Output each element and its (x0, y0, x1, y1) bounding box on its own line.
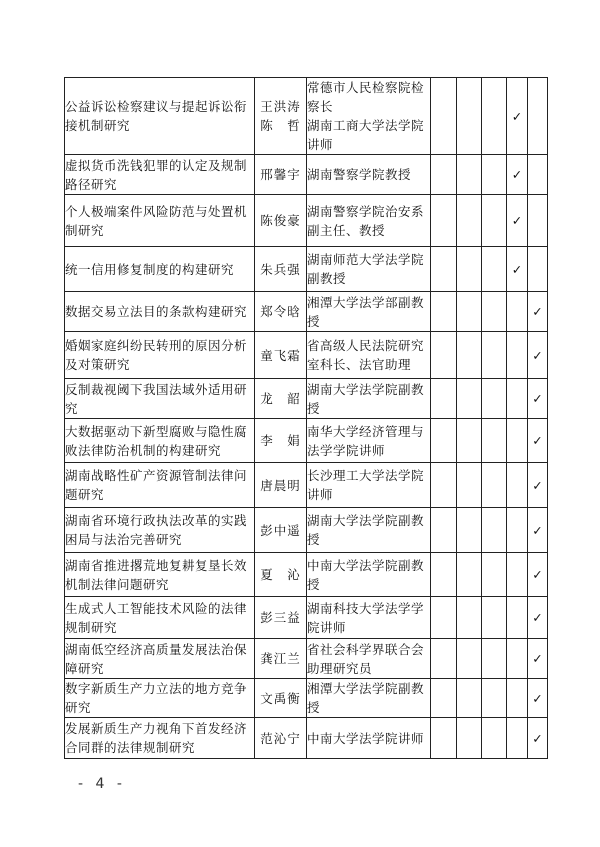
table-row (65, 195, 548, 247)
category-mark (457, 155, 482, 195)
category-mark (482, 332, 507, 379)
project-lead (255, 195, 307, 247)
table-row (65, 597, 548, 639)
project-title: 湖南低空经济高质量发展法治保障研究 (65, 639, 255, 679)
lead-name: 朱兵强 (260, 261, 301, 277)
project-lead (255, 463, 307, 508)
category-mark (507, 332, 528, 379)
category-mark (507, 508, 528, 553)
category-mark: ✓ (528, 332, 548, 379)
project-title: 生成式人工智能技术风险的法律规制研究 (65, 597, 255, 639)
lead-unit: 南华大学经济管理与法学学院讲师 (307, 419, 431, 463)
table-row (65, 155, 548, 195)
category-mark (457, 379, 482, 419)
project-lead (255, 247, 307, 292)
project-title: 反制裁视阈下我国法域外适用研究 (65, 379, 255, 419)
category-mark: ✓ (528, 639, 548, 679)
category-mark (457, 718, 482, 759)
lead-unit: 省社会科学界联合会助理研究员 (307, 639, 431, 679)
category-mark (431, 78, 457, 155)
page-number: - 4 - (78, 776, 126, 792)
category-mark (507, 379, 528, 419)
category-mark (431, 247, 457, 292)
category-mark: ✓ (528, 463, 548, 508)
lead-unit: 湖南警察学院治安系副主任、教授 (307, 195, 431, 247)
category-mark (528, 78, 548, 155)
lead-name: 王洪涛 (260, 99, 301, 114)
project-title: 发展新质生产力视角下首发经济合同群的法律规制研究 (65, 718, 255, 759)
lead-unit: 湖南师范大学法学院副教授 (307, 247, 431, 292)
category-mark (528, 155, 548, 195)
lead-unit: 中南大学法学院讲师 (307, 718, 431, 759)
lead-unit: 省高级人民法院研究室科长、法官助理 (307, 332, 431, 379)
category-mark (482, 639, 507, 679)
project-lead (255, 155, 307, 195)
category-mark (457, 639, 482, 679)
category-mark (482, 463, 507, 508)
table-row (65, 718, 548, 759)
project-title: 统一信用修复制度的构建研究 (65, 247, 255, 292)
lead-unit: 中南大学法学院副教授 (307, 553, 431, 597)
project-lead (255, 553, 307, 597)
lead-unit: 湖南大学法学院副教授 (307, 379, 431, 419)
lead-name: 夏 沁 (260, 567, 301, 582)
category-mark (431, 553, 457, 597)
category-mark: ✓ (507, 78, 528, 155)
category-mark (457, 247, 482, 292)
project-title: 数据交易立法目的条款构建研究 (65, 292, 255, 332)
category-mark (431, 639, 457, 679)
project-title: 湖南省推进撂荒地复耕复垦长效机制法律问题研究 (65, 553, 255, 597)
category-mark (431, 679, 457, 718)
project-table (64, 77, 548, 759)
category-mark: ✓ (528, 597, 548, 639)
table-row (65, 419, 548, 463)
category-mark (457, 195, 482, 247)
category-mark (431, 332, 457, 379)
category-mark (482, 679, 507, 718)
category-mark (507, 463, 528, 508)
category-mark (528, 195, 548, 247)
lead-name: 唐晨明 (260, 477, 301, 493)
lead-name: 彭三益 (260, 610, 301, 625)
project-title: 数字新质生产力立法的地方竞争研究 (65, 679, 255, 718)
category-mark: ✓ (528, 379, 548, 419)
project-title: 湖南战略性矿产资源管制法律问题研究 (65, 463, 255, 508)
category-mark (482, 508, 507, 553)
table-row (65, 639, 548, 679)
category-mark (507, 679, 528, 718)
table-row (65, 292, 548, 332)
category-mark (507, 553, 528, 597)
lead-name: 文禹衡 (260, 690, 301, 706)
category-mark (431, 155, 457, 195)
category-mark (457, 292, 482, 332)
category-mark (457, 332, 482, 379)
category-mark (482, 247, 507, 292)
lead-unit: 常德市人民检察院检察长 湖南工商大学法学院讲师 (307, 78, 431, 155)
project-lead (255, 508, 307, 553)
lead-name: 彭中遥 (260, 522, 301, 538)
project-title: 个人极端案件风险防范与处置机制研究 (65, 195, 255, 247)
lead-unit: 湘潭大学法学院副教授 (307, 679, 431, 718)
category-mark (457, 508, 482, 553)
category-mark (431, 419, 457, 463)
category-mark: ✓ (507, 247, 528, 292)
lead-unit: 湖南科技大学法学学院讲师 (307, 597, 431, 639)
project-lead (255, 597, 307, 639)
lead-name: 龚江兰 (260, 651, 301, 666)
category-mark (431, 463, 457, 508)
project-lead (255, 379, 307, 419)
project-title: 婚姻家庭纠纷民转刑的原因分析及对策研究 (65, 332, 255, 379)
category-mark (482, 379, 507, 419)
category-mark (507, 292, 528, 332)
project-lead (255, 419, 307, 463)
table-row (65, 508, 548, 553)
lead-name: 郑令晗 (260, 304, 301, 319)
lead-name: 陈俊豪 (260, 213, 301, 228)
category-mark: ✓ (528, 553, 548, 597)
category-mark (431, 508, 457, 553)
table-row (65, 247, 548, 292)
project-title: 公益诉讼检察建议与提起诉讼衔接机制研究 (65, 78, 255, 155)
table-row (65, 553, 548, 597)
lead-name: 范沁宁 (260, 730, 301, 746)
category-mark (431, 379, 457, 419)
lead-unit: 湖南警察学院教授 (307, 155, 431, 195)
category-mark: ✓ (528, 292, 548, 332)
lead-name: 李 娟 (260, 433, 301, 448)
table-row (65, 332, 548, 379)
category-mark (457, 597, 482, 639)
project-title: 湖南省环境行政执法改革的实践困局与法治完善研究 (65, 508, 255, 553)
project-lead (255, 292, 307, 332)
project-title: 虚拟货币洗钱犯罪的认定及规制路径研究 (65, 155, 255, 195)
lead-name: 童飞霜 (260, 347, 301, 363)
category-mark (507, 419, 528, 463)
category-mark (431, 292, 457, 332)
project-lead (255, 78, 307, 155)
category-mark (507, 718, 528, 759)
project-lead (255, 332, 307, 379)
table-row (65, 679, 548, 718)
lead-unit: 长沙理工大学法学院讲师 (307, 463, 431, 508)
lead-name: 龙 韶 (260, 391, 301, 406)
category-mark (507, 597, 528, 639)
category-mark (457, 463, 482, 508)
category-mark (528, 247, 548, 292)
lead-name: 陈 哲 (260, 118, 301, 133)
category-mark (507, 639, 528, 679)
category-mark (457, 419, 482, 463)
category-mark (431, 195, 457, 247)
table-body (65, 78, 548, 759)
project-lead (255, 718, 307, 759)
category-mark (482, 553, 507, 597)
lead-unit: 湖南大学法学院副教授 (307, 508, 431, 553)
lead-name: 邢馨宇 (260, 167, 301, 182)
category-mark: ✓ (528, 419, 548, 463)
category-mark: ✓ (528, 508, 548, 553)
category-mark (431, 718, 457, 759)
category-mark (482, 419, 507, 463)
category-mark (457, 553, 482, 597)
lead-unit: 湘潭大学法学部副教授 (307, 292, 431, 332)
category-mark (482, 155, 507, 195)
project-lead (255, 679, 307, 718)
category-mark: ✓ (507, 155, 528, 195)
table-row (65, 463, 548, 508)
category-mark (482, 597, 507, 639)
category-mark (431, 597, 457, 639)
table-row (65, 379, 548, 419)
category-mark (457, 679, 482, 718)
category-mark: ✓ (528, 679, 548, 718)
category-mark: ✓ (528, 718, 548, 759)
category-mark (482, 78, 507, 155)
category-mark (482, 292, 507, 332)
table-row (65, 78, 548, 155)
project-lead (255, 639, 307, 679)
category-mark (457, 78, 482, 155)
category-mark: ✓ (507, 195, 528, 247)
project-title: 大数据驱动下新型腐败与隐性腐败法律防治机制的构建研究 (65, 419, 255, 463)
category-mark (482, 195, 507, 247)
category-mark (482, 718, 507, 759)
